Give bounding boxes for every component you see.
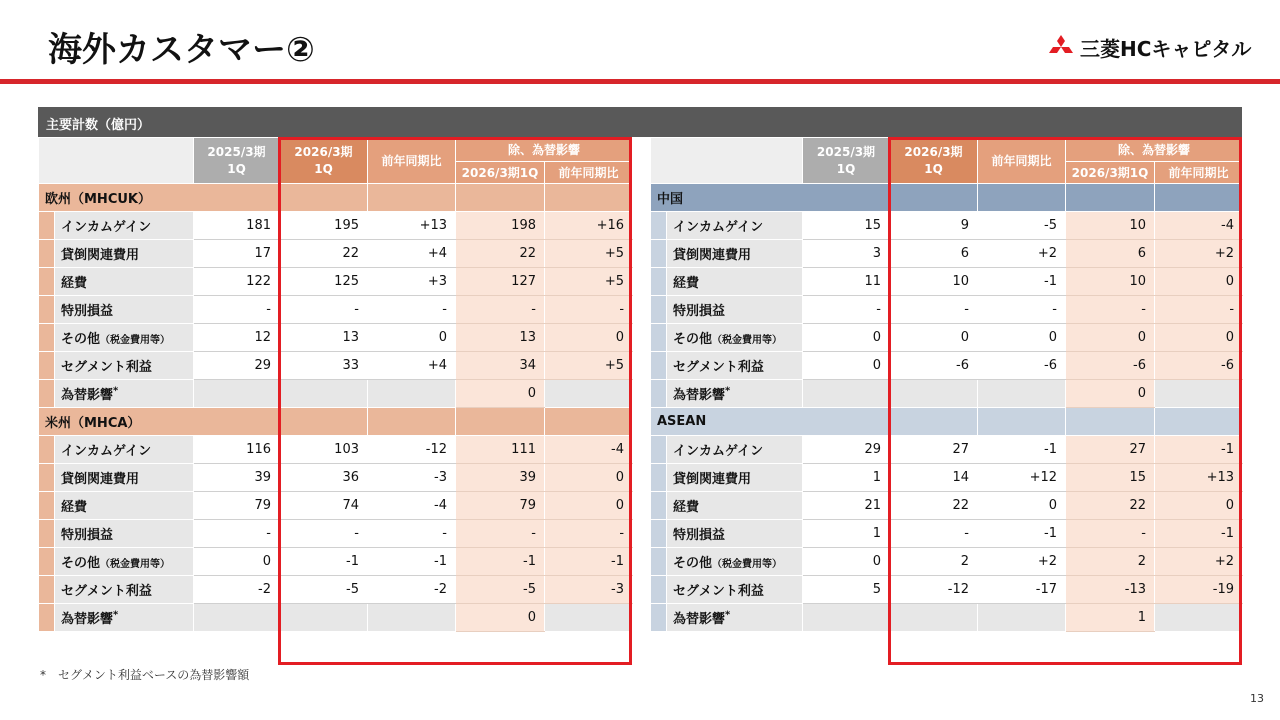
value-cell: 6 (890, 240, 978, 268)
value-cell: 14 (890, 464, 978, 492)
empty-cell (890, 380, 978, 408)
col-yoy-header: 前年同期比 (978, 138, 1066, 184)
col-exfx-curr-header: 2026/3期1Q (456, 162, 545, 184)
value-cell: 125 (280, 268, 368, 296)
corner-cell (39, 138, 194, 184)
table-row (39, 520, 633, 548)
row-label: 特別損益 (55, 520, 194, 548)
value-cell: -6 (1066, 352, 1155, 380)
table-china-asean (650, 137, 1243, 632)
row-label: その他（税金費用等） (55, 548, 194, 576)
value-cell: 36 (280, 464, 368, 492)
value-cell: +2 (978, 548, 1066, 576)
region-header-cell (890, 184, 978, 212)
value-cell: +5 (545, 268, 633, 296)
region-header-cell (545, 408, 633, 436)
value-cell: 0 (1155, 268, 1243, 296)
value-cell: +12 (978, 464, 1066, 492)
value-cell: 10 (1066, 268, 1155, 296)
table-row (39, 324, 633, 352)
table-row (651, 492, 1243, 520)
value-cell: 10 (1066, 212, 1155, 240)
region-name: ASEAN (651, 408, 890, 436)
table-row (651, 520, 1243, 548)
company-logo (1048, 32, 1251, 62)
value-cell: - (194, 520, 280, 548)
row-indent (39, 380, 55, 408)
value-cell: 0 (1155, 492, 1243, 520)
value-cell: 2 (1066, 548, 1155, 576)
value-cell: 0 (978, 324, 1066, 352)
region-header-cell (1066, 184, 1155, 212)
value-cell: -1 (1155, 520, 1243, 548)
table-row (651, 576, 1243, 604)
value-cell: -5 (456, 576, 545, 604)
row-label: インカムゲイン (667, 436, 803, 464)
row-indent (651, 576, 667, 604)
col-exfx-yoy-header: 前年同期比 (545, 162, 633, 184)
region-name: 中国 (651, 184, 890, 212)
value-cell: 21 (803, 492, 890, 520)
row-indent (651, 268, 667, 296)
table-row (651, 212, 1243, 240)
value-cell: +13 (1155, 464, 1243, 492)
value-cell: +2 (978, 240, 1066, 268)
table-row (39, 212, 633, 240)
row-label: 特別損益 (667, 520, 803, 548)
empty-cell (803, 604, 890, 632)
col-exfx-header: 除、為替影響 (1066, 138, 1243, 162)
table-row (651, 324, 1243, 352)
value-cell: 3 (803, 240, 890, 268)
value-cell: -5 (280, 576, 368, 604)
value-cell: -6 (1155, 352, 1243, 380)
row-indent (39, 212, 55, 240)
fx-value-cell: 0 (1066, 380, 1155, 408)
row-indent (39, 436, 55, 464)
value-cell: 0 (368, 324, 456, 352)
value-cell: - (194, 296, 280, 324)
row-label: 経費 (55, 492, 194, 520)
region-name: 米州（MHCA） (39, 408, 280, 436)
region-header-cell (1155, 184, 1243, 212)
value-cell: 11 (803, 268, 890, 296)
table-row (651, 268, 1243, 296)
value-cell: -1 (368, 548, 456, 576)
row-label: 貸倒関連費用 (55, 240, 194, 268)
value-cell: - (1155, 296, 1243, 324)
value-cell: 22 (890, 492, 978, 520)
row-label: 貸倒関連費用 (667, 240, 803, 268)
row-label: 特別損益 (55, 296, 194, 324)
value-cell: -12 (890, 576, 978, 604)
row-label: 経費 (667, 492, 803, 520)
value-cell: +2 (1155, 240, 1243, 268)
value-cell: 27 (1066, 436, 1155, 464)
three-diamonds-logo-icon (1048, 35, 1074, 59)
corner-cell (651, 138, 803, 184)
row-label: 貸倒関連費用 (667, 464, 803, 492)
region-header-row (39, 184, 633, 212)
row-indent (39, 520, 55, 548)
value-cell: 122 (194, 268, 280, 296)
value-cell: - (368, 520, 456, 548)
value-cell: 0 (545, 492, 633, 520)
value-cell: 17 (194, 240, 280, 268)
value-cell: +4 (368, 240, 456, 268)
value-cell: - (368, 296, 456, 324)
empty-cell (978, 380, 1066, 408)
value-cell: 0 (194, 548, 280, 576)
value-cell: 13 (280, 324, 368, 352)
value-cell: -3 (368, 464, 456, 492)
table-row (39, 352, 633, 380)
value-cell: -1 (280, 548, 368, 576)
row-label: 特別損益 (667, 296, 803, 324)
row-label: インカムゲイン (55, 436, 194, 464)
table-row (39, 240, 633, 268)
value-cell: -4 (368, 492, 456, 520)
value-cell: - (890, 520, 978, 548)
row-indent (39, 240, 55, 268)
col-prev-header: 2025/3期 1Q (803, 138, 890, 184)
value-cell: - (280, 520, 368, 548)
value-cell: - (978, 296, 1066, 324)
row-indent (39, 548, 55, 576)
value-cell: 0 (1155, 324, 1243, 352)
row-indent (651, 296, 667, 324)
col-yoy-header: 前年同期比 (368, 138, 456, 184)
table-row (39, 576, 633, 604)
region-header-row (651, 408, 1243, 436)
table-row (39, 548, 633, 576)
empty-cell (194, 380, 280, 408)
value-cell: - (545, 296, 633, 324)
row-indent (651, 324, 667, 352)
fx-row (39, 604, 633, 632)
value-cell: 0 (890, 324, 978, 352)
value-cell: 0 (978, 492, 1066, 520)
table-row (651, 436, 1243, 464)
empty-cell (280, 604, 368, 632)
region-header-cell (456, 408, 545, 436)
empty-cell (545, 604, 633, 632)
value-cell: 33 (280, 352, 368, 380)
region-name: 欧州（MHCUK） (39, 184, 280, 212)
empty-cell (1155, 380, 1243, 408)
value-cell: -4 (1155, 212, 1243, 240)
empty-cell (368, 604, 456, 632)
value-cell: 127 (456, 268, 545, 296)
value-cell: - (1066, 296, 1155, 324)
col-exfx-header: 除、為替影響 (456, 138, 633, 162)
row-indent (651, 352, 667, 380)
value-cell: -6 (890, 352, 978, 380)
value-cell: -1 (1155, 436, 1243, 464)
value-cell: 111 (456, 436, 545, 464)
value-cell: 5 (803, 576, 890, 604)
fx-row (651, 380, 1243, 408)
value-cell: -2 (194, 576, 280, 604)
empty-cell (194, 604, 280, 632)
footnote: * セグメント利益ベースの為替影響額 (40, 668, 250, 682)
page-number: 13 (1250, 692, 1264, 705)
table-row (651, 352, 1243, 380)
value-cell: 9 (890, 212, 978, 240)
row-indent (39, 492, 55, 520)
row-label: 貸倒関連費用 (55, 464, 194, 492)
value-cell: 22 (1066, 492, 1155, 520)
col-exfx-curr-header: 2026/3期1Q (1066, 162, 1155, 184)
value-cell: -1 (978, 268, 1066, 296)
region-header-cell (545, 184, 633, 212)
fx-row (651, 604, 1243, 632)
col-curr-header: 2026/3期 1Q (280, 138, 368, 184)
value-cell: -12 (368, 436, 456, 464)
value-cell: 1 (803, 520, 890, 548)
value-cell: +16 (545, 212, 633, 240)
value-cell: - (1066, 520, 1155, 548)
fx-label: 為替影響* (55, 604, 194, 632)
table-row (651, 240, 1243, 268)
row-indent (39, 576, 55, 604)
row-label: その他（税金費用等） (667, 548, 803, 576)
row-indent (651, 436, 667, 464)
table-row (651, 464, 1243, 492)
value-cell: 103 (280, 436, 368, 464)
row-indent (651, 380, 667, 408)
value-cell: -13 (1066, 576, 1155, 604)
region-header-cell (368, 408, 456, 436)
value-cell: 0 (1066, 324, 1155, 352)
row-label: セグメント利益 (667, 576, 803, 604)
value-cell: 181 (194, 212, 280, 240)
table-row (651, 548, 1243, 576)
row-label: セグメント利益 (55, 576, 194, 604)
value-cell: -4 (545, 436, 633, 464)
value-cell: -1 (456, 548, 545, 576)
empty-cell (545, 380, 633, 408)
value-cell: - (456, 520, 545, 548)
value-cell: - (545, 520, 633, 548)
value-cell: 27 (890, 436, 978, 464)
fx-label: 為替影響* (55, 380, 194, 408)
value-cell: 22 (456, 240, 545, 268)
value-cell: -19 (1155, 576, 1243, 604)
value-cell: 39 (456, 464, 545, 492)
logo-text: 三菱HCキャピタル (1080, 36, 1252, 61)
value-cell: +3 (368, 268, 456, 296)
table-row (39, 268, 633, 296)
value-cell: 0 (803, 324, 890, 352)
region-header-cell (890, 408, 978, 436)
value-cell: 195 (280, 212, 368, 240)
value-cell: +2 (1155, 548, 1243, 576)
row-label: セグメント利益 (667, 352, 803, 380)
value-cell: 79 (456, 492, 545, 520)
row-indent (651, 548, 667, 576)
row-label: インカムゲイン (667, 212, 803, 240)
empty-cell (978, 604, 1066, 632)
table-row (39, 464, 633, 492)
row-label: 経費 (667, 268, 803, 296)
value-cell: 116 (194, 436, 280, 464)
value-cell: -17 (978, 576, 1066, 604)
value-cell: -6 (978, 352, 1066, 380)
table-row (39, 492, 633, 520)
row-indent (651, 492, 667, 520)
value-cell: -3 (545, 576, 633, 604)
value-cell: -1 (978, 520, 1066, 548)
fx-value-cell: 1 (1066, 604, 1155, 632)
fx-label: 為替影響* (667, 380, 803, 408)
region-header-cell (456, 184, 545, 212)
row-label: セグメント利益 (55, 352, 194, 380)
row-indent (39, 268, 55, 296)
value-cell: +5 (545, 240, 633, 268)
empty-cell (280, 380, 368, 408)
value-cell: 0 (803, 548, 890, 576)
value-cell: -1 (978, 436, 1066, 464)
row-indent (39, 604, 55, 632)
value-cell: - (890, 296, 978, 324)
fx-value-cell: 0 (456, 604, 545, 632)
value-cell: 13 (456, 324, 545, 352)
region-header-cell (1066, 408, 1155, 436)
region-header-row (39, 408, 633, 436)
value-cell: +5 (545, 352, 633, 380)
empty-cell (803, 380, 890, 408)
row-label: 経費 (55, 268, 194, 296)
table-row (39, 296, 633, 324)
value-cell: 34 (456, 352, 545, 380)
empty-cell (890, 604, 978, 632)
row-label: インカムゲイン (55, 212, 194, 240)
row-indent (651, 604, 667, 632)
value-cell: 29 (194, 352, 280, 380)
row-indent (651, 520, 667, 548)
fx-value-cell: 0 (456, 380, 545, 408)
fx-label: 為替影響* (667, 604, 803, 632)
col-exfx-yoy-header: 前年同期比 (1155, 162, 1243, 184)
value-cell: -5 (978, 212, 1066, 240)
value-cell: 12 (194, 324, 280, 352)
col-prev-header: 2025/3期 1Q (194, 138, 280, 184)
value-cell: 0 (545, 324, 633, 352)
value-cell: 15 (1066, 464, 1155, 492)
value-cell: - (803, 296, 890, 324)
value-cell: 198 (456, 212, 545, 240)
row-indent (651, 212, 667, 240)
row-indent (651, 464, 667, 492)
region-header-cell (1155, 408, 1243, 436)
value-cell: 22 (280, 240, 368, 268)
row-indent (39, 324, 55, 352)
empty-cell (368, 380, 456, 408)
value-cell: - (456, 296, 545, 324)
page-title: 海外カスタマー② (48, 30, 315, 70)
value-cell: - (280, 296, 368, 324)
region-header-cell (280, 408, 368, 436)
row-indent (651, 240, 667, 268)
row-label: その他（税金費用等） (667, 324, 803, 352)
value-cell: 0 (803, 352, 890, 380)
value-cell: 74 (280, 492, 368, 520)
table-europe-americas (38, 137, 633, 632)
table-row (651, 296, 1243, 324)
row-label: その他（税金費用等） (55, 324, 194, 352)
value-cell: 2 (890, 548, 978, 576)
value-cell: -1 (545, 548, 633, 576)
value-cell: 1 (803, 464, 890, 492)
value-cell: 15 (803, 212, 890, 240)
region-header-cell (978, 184, 1066, 212)
empty-cell (1155, 604, 1243, 632)
table-row (39, 436, 633, 464)
section-label: 主要計数（億円） (46, 118, 151, 133)
value-cell: +13 (368, 212, 456, 240)
value-cell: 39 (194, 464, 280, 492)
value-cell: 6 (1066, 240, 1155, 268)
row-indent (39, 296, 55, 324)
fx-row (39, 380, 633, 408)
value-cell: +4 (368, 352, 456, 380)
row-indent (39, 464, 55, 492)
header-divider (0, 79, 1280, 84)
region-header-cell (978, 408, 1066, 436)
section-bar (38, 107, 1242, 137)
value-cell: 0 (545, 464, 633, 492)
row-indent (39, 352, 55, 380)
region-header-row (651, 184, 1243, 212)
value-cell: 29 (803, 436, 890, 464)
value-cell: 10 (890, 268, 978, 296)
col-curr-header: 2026/3期 1Q (890, 138, 978, 184)
region-header-cell (280, 184, 368, 212)
region-header-cell (368, 184, 456, 212)
value-cell: 79 (194, 492, 280, 520)
value-cell: -2 (368, 576, 456, 604)
